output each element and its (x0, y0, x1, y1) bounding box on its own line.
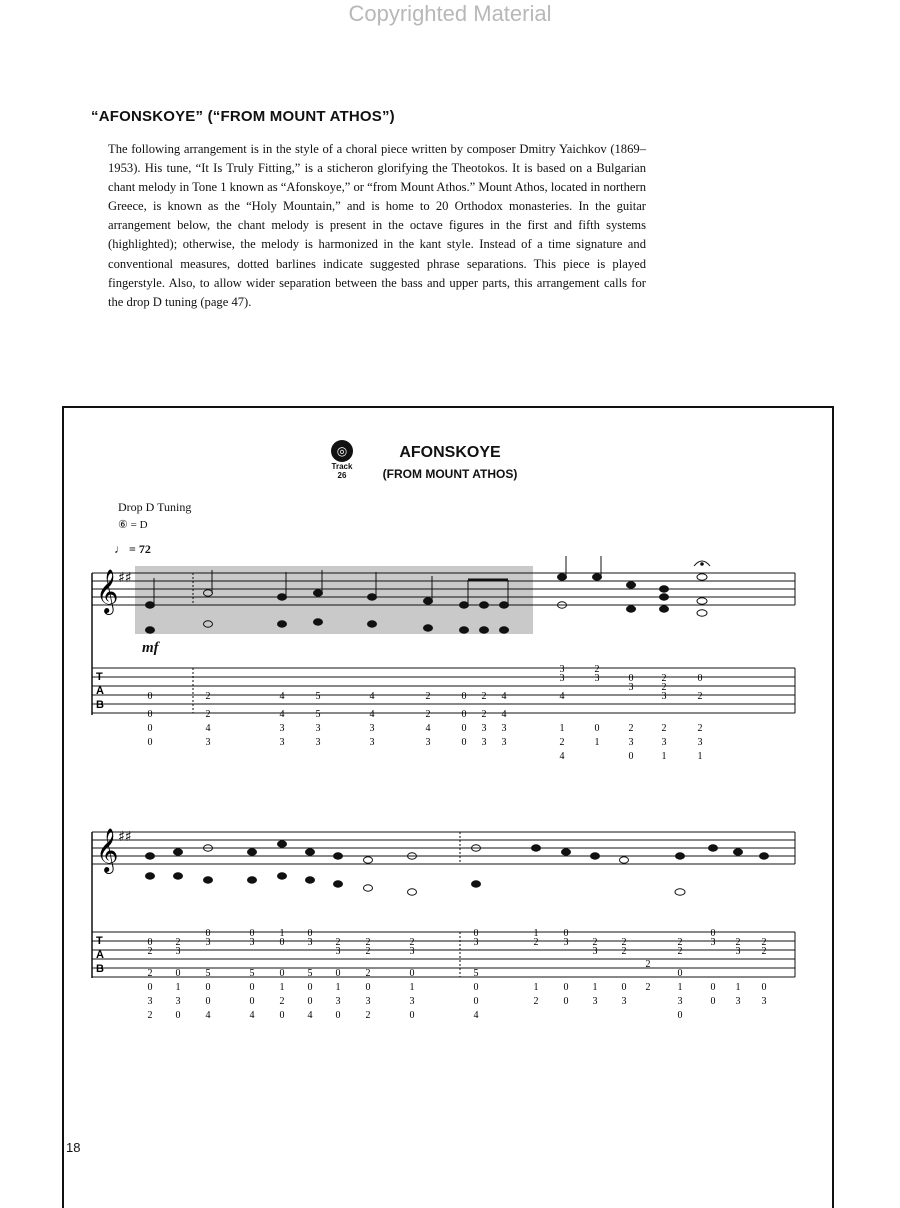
tempo-marking: ♩ = 72 (114, 542, 151, 556)
tab-number: 0 (205, 996, 211, 1007)
tab-number: 3 (369, 723, 375, 734)
tab-number: 3 (473, 937, 479, 948)
tab-number: 3 (677, 996, 683, 1007)
tab-number: 0 (710, 996, 716, 1007)
tab-number: 1 (735, 982, 741, 993)
track-word: Track (331, 462, 353, 471)
tab-number: 0 (147, 982, 153, 993)
treble-clef-icon: 𝄞 (96, 569, 119, 613)
tab-number: 2 (533, 937, 539, 948)
tab-number: 0 (175, 968, 181, 979)
tab-number: 5 (205, 968, 211, 979)
tab-number: 0 (147, 737, 153, 748)
tab-number: 3 (563, 937, 569, 948)
piece-subtitle: (FROM MOUNT ATHOS) (382, 467, 518, 481)
tab-number: 0 (147, 709, 153, 720)
tab-number: 3 (559, 673, 565, 684)
treble-clef-icon: 𝄞 (96, 828, 119, 872)
tab-number: 1 (697, 751, 703, 762)
tab-number: 0 (761, 982, 767, 993)
tab-number: 0 (335, 968, 341, 979)
tab-number: 0 (409, 1010, 415, 1021)
tab-number: 2 (628, 723, 634, 734)
tab-number: 1 (175, 982, 181, 993)
tab-number: 0 (710, 928, 716, 939)
tab-number: 3 (335, 946, 341, 957)
tab-number: 0 (279, 1010, 285, 1021)
tab-clef-a: A (96, 949, 104, 961)
tab-number: 2 (645, 982, 651, 993)
tab-number: 0 (628, 751, 634, 762)
tab-number: 3 (279, 737, 285, 748)
copyright-watermark: Copyrighted Material (348, 1, 552, 26)
tab-number: 1 (279, 982, 285, 993)
tab-number: 4 (425, 723, 431, 734)
tab-number: 2 (365, 968, 371, 979)
tab-number: 2 (365, 937, 371, 948)
chant-highlight (135, 566, 533, 634)
tab-number: 2 (621, 937, 627, 948)
tab-number: 4 (473, 1010, 479, 1021)
cd-track-icon: ◎ (331, 440, 353, 462)
tab-number: 1 (559, 723, 565, 734)
tab-number: 3 (315, 723, 321, 734)
system-2-notes (146, 841, 769, 895)
key-signature-sharps: ♯♯ (118, 570, 132, 586)
tab-number: 2 (205, 709, 211, 720)
tab-number: 3 (661, 691, 667, 702)
tab-number: 0 (147, 723, 153, 734)
tab-number: 3 (175, 946, 181, 957)
tab-number: 2 (761, 946, 767, 957)
tab-number: 3 (592, 946, 598, 957)
tab-number: 5 (315, 709, 321, 720)
tab-clef-b: B (96, 963, 104, 975)
tab-number: 3 (205, 737, 211, 748)
tab-number: 2 (409, 937, 415, 948)
tab-number: 0 (473, 996, 479, 1007)
tab-number: 2 (621, 946, 627, 957)
tab-number: 2 (425, 691, 431, 702)
tab-number: 0 (461, 723, 467, 734)
tab-number: 3 (628, 682, 634, 693)
intro-paragraph: The following arrangement is in the style of a choral piece written by composer Dmitry Yaichkov (1869–1953). His tune, “It Is Truly Fitting,” is a sticheron glorifying the Theotokos. It is based on a Bulgarian chant melody in Tone 1 known as “Afonskoye,” or “from Mount Athos.” Mount Athos, located in northern Greece, is known as the “Holy Mountain,” and is home to 20 Orthodox monasteries. In the guitar arrangement below, the chant melody is present in the octave figures in the first and fifth systems (highlighted); otherwise, the melody is harmonized in the kant style. Instead of a time signature and conventional measures, dotted barlines indicate suggested phrase separations. This piece is played fingerstyle. Also, to allow wider separation between the bass and upper parts, this arrangement calls for the drop D tuning (page 47). (108, 142, 646, 309)
tab-number: 0 (563, 996, 569, 1007)
tab-number: 3 (481, 737, 487, 748)
key-signature-sharps: ♯♯ (118, 829, 132, 845)
piece-title: AFONSKOYE (399, 444, 501, 461)
tab-number: 0 (279, 937, 285, 948)
tab-number: 5 (315, 691, 321, 702)
tab-number: 3 (592, 996, 598, 1007)
tab-number: 3 (205, 937, 211, 948)
tab-number: 2 (365, 946, 371, 957)
tab-number: 2 (279, 996, 285, 1007)
tab-number: 1 (592, 982, 598, 993)
tab-number: 2 (559, 737, 565, 748)
tab-number: 3 (307, 937, 313, 948)
tab-number: 4 (501, 709, 507, 720)
tab-number: 0 (147, 691, 153, 702)
tab-number: 0 (473, 982, 479, 993)
tab-numbers-system-2 (148, 928, 767, 1021)
tab-number: 0 (461, 691, 467, 702)
tab-number: 3 (621, 996, 627, 1007)
tuning-label: Drop D Tuning (118, 500, 192, 514)
tab-number: 3 (315, 737, 321, 748)
tab-number: 5 (307, 968, 313, 979)
tuning-string-note: ⑥ = D (118, 519, 148, 531)
tab-number: 0 (279, 968, 285, 979)
tab-number: 0 (697, 673, 703, 684)
tab-number: 0 (249, 928, 255, 939)
tab-number: 2 (175, 937, 181, 948)
tab-number: 0 (563, 982, 569, 993)
tab-number: 3 (425, 737, 431, 748)
tab-number: 3 (279, 723, 285, 734)
tab-number: 0 (628, 673, 634, 684)
tab-number: 1 (533, 982, 539, 993)
tab-number: 0 (473, 928, 479, 939)
section-title: “AFONSKOYE” (“FROM MOUNT ATHOS”) (91, 108, 395, 125)
tab-number: 4 (369, 709, 375, 720)
tab-number: 2 (661, 673, 667, 684)
tab-number: 3 (594, 673, 600, 684)
tab-number: 3 (735, 946, 741, 957)
tab-number: 4 (307, 1010, 313, 1021)
tab-number: 0 (205, 982, 211, 993)
tab-number: 0 (249, 996, 255, 1007)
tab-number: 2 (645, 959, 651, 970)
tab-number: 0 (307, 982, 313, 993)
tab-number: 3 (735, 996, 741, 1007)
tab-number: 4 (205, 723, 211, 734)
tab-number: 4 (279, 709, 285, 720)
tab-number: 4 (559, 691, 565, 702)
tab-number: 0 (677, 1010, 683, 1021)
tab-clef-t: T (96, 935, 103, 947)
tab-number: 2 (661, 723, 667, 734)
tab-number: 1 (279, 928, 285, 939)
tab-staff-system-2 (92, 932, 795, 977)
tab-number: 2 (735, 937, 741, 948)
tab-number: 2 (697, 691, 703, 702)
tab-number: 2 (533, 996, 539, 1007)
tab-number: 3 (501, 723, 507, 734)
tab-number: 3 (147, 996, 153, 1007)
tab-number: 1 (661, 751, 667, 762)
tab-number: 0 (249, 982, 255, 993)
tab-number: 1 (409, 982, 415, 993)
tab-number: 0 (594, 723, 600, 734)
tab-number: 3 (409, 946, 415, 957)
tab-number: 0 (175, 1010, 181, 1021)
tab-number: 0 (409, 968, 415, 979)
tab-number: 2 (661, 682, 667, 693)
tab-number: 0 (461, 737, 467, 748)
tab-number: 4 (279, 691, 285, 702)
staff-system-2 (92, 832, 795, 978)
tab-number: 4 (501, 691, 507, 702)
tab-number: 5 (473, 968, 479, 979)
tab-number: 1 (677, 982, 683, 993)
tab-number: 2 (761, 937, 767, 948)
tab-number: 1 (533, 928, 539, 939)
tab-number: 0 (710, 982, 716, 993)
tab-number: 1 (594, 737, 600, 748)
tab-number: 0 (461, 709, 467, 720)
tab-number: 3 (628, 737, 634, 748)
tab-number: 2 (594, 664, 600, 675)
tab-number: 1 (335, 982, 341, 993)
tab-number: 2 (147, 968, 153, 979)
tab-number: 2 (425, 709, 431, 720)
tab-number: 0 (677, 968, 683, 979)
tab-staff-system-1 (92, 668, 795, 713)
track-number: 26 (337, 471, 347, 480)
tab-clef-a: A (96, 685, 104, 697)
tab-number: 3 (710, 937, 716, 948)
tab-number: 3 (697, 737, 703, 748)
tab-number: 3 (365, 996, 371, 1007)
tab-number: 0 (335, 1010, 341, 1021)
tab-number: 2 (677, 937, 683, 948)
tab-number: 2 (481, 709, 487, 720)
tab-number: 2 (592, 937, 598, 948)
tab-number: 4 (369, 691, 375, 702)
tab-number: 4 (205, 1010, 211, 1021)
tab-number: 3 (249, 937, 255, 948)
tab-number: 0 (621, 982, 627, 993)
dynamic-marking: mf (142, 640, 159, 656)
tab-number: 2 (205, 691, 211, 702)
tab-number: 3 (335, 996, 341, 1007)
tab-number: 2 (677, 946, 683, 957)
tab-number: 0 (307, 996, 313, 1007)
tab-number: 2 (335, 937, 341, 948)
tab-number: 0 (307, 928, 313, 939)
tab-number: 0 (563, 928, 569, 939)
tab-number: 0 (365, 982, 371, 993)
tab-number: 2 (147, 1010, 153, 1021)
tab-number: 3 (369, 737, 375, 748)
tab-number: 2 (481, 691, 487, 702)
tab-number: 3 (761, 996, 767, 1007)
tab-number: 3 (409, 996, 415, 1007)
tab-number: 0 (205, 928, 211, 939)
page-number: 18 (66, 1140, 81, 1155)
tab-number: 2 (147, 946, 153, 957)
tab-number: 2 (365, 1010, 371, 1021)
tab-clef-t: T (96, 671, 103, 683)
tab-clef-b: B (96, 699, 104, 711)
tab-number: 4 (249, 1010, 255, 1021)
tab-number: 2 (697, 723, 703, 734)
tab-number: 3 (175, 996, 181, 1007)
tab-number: 5 (249, 968, 255, 979)
tab-number: 4 (559, 751, 565, 762)
tab-number: 3 (559, 664, 565, 675)
tab-number: 3 (661, 737, 667, 748)
tab-number: 3 (501, 737, 507, 748)
tab-number: 3 (481, 723, 487, 734)
tab-number: 0 (147, 937, 153, 948)
